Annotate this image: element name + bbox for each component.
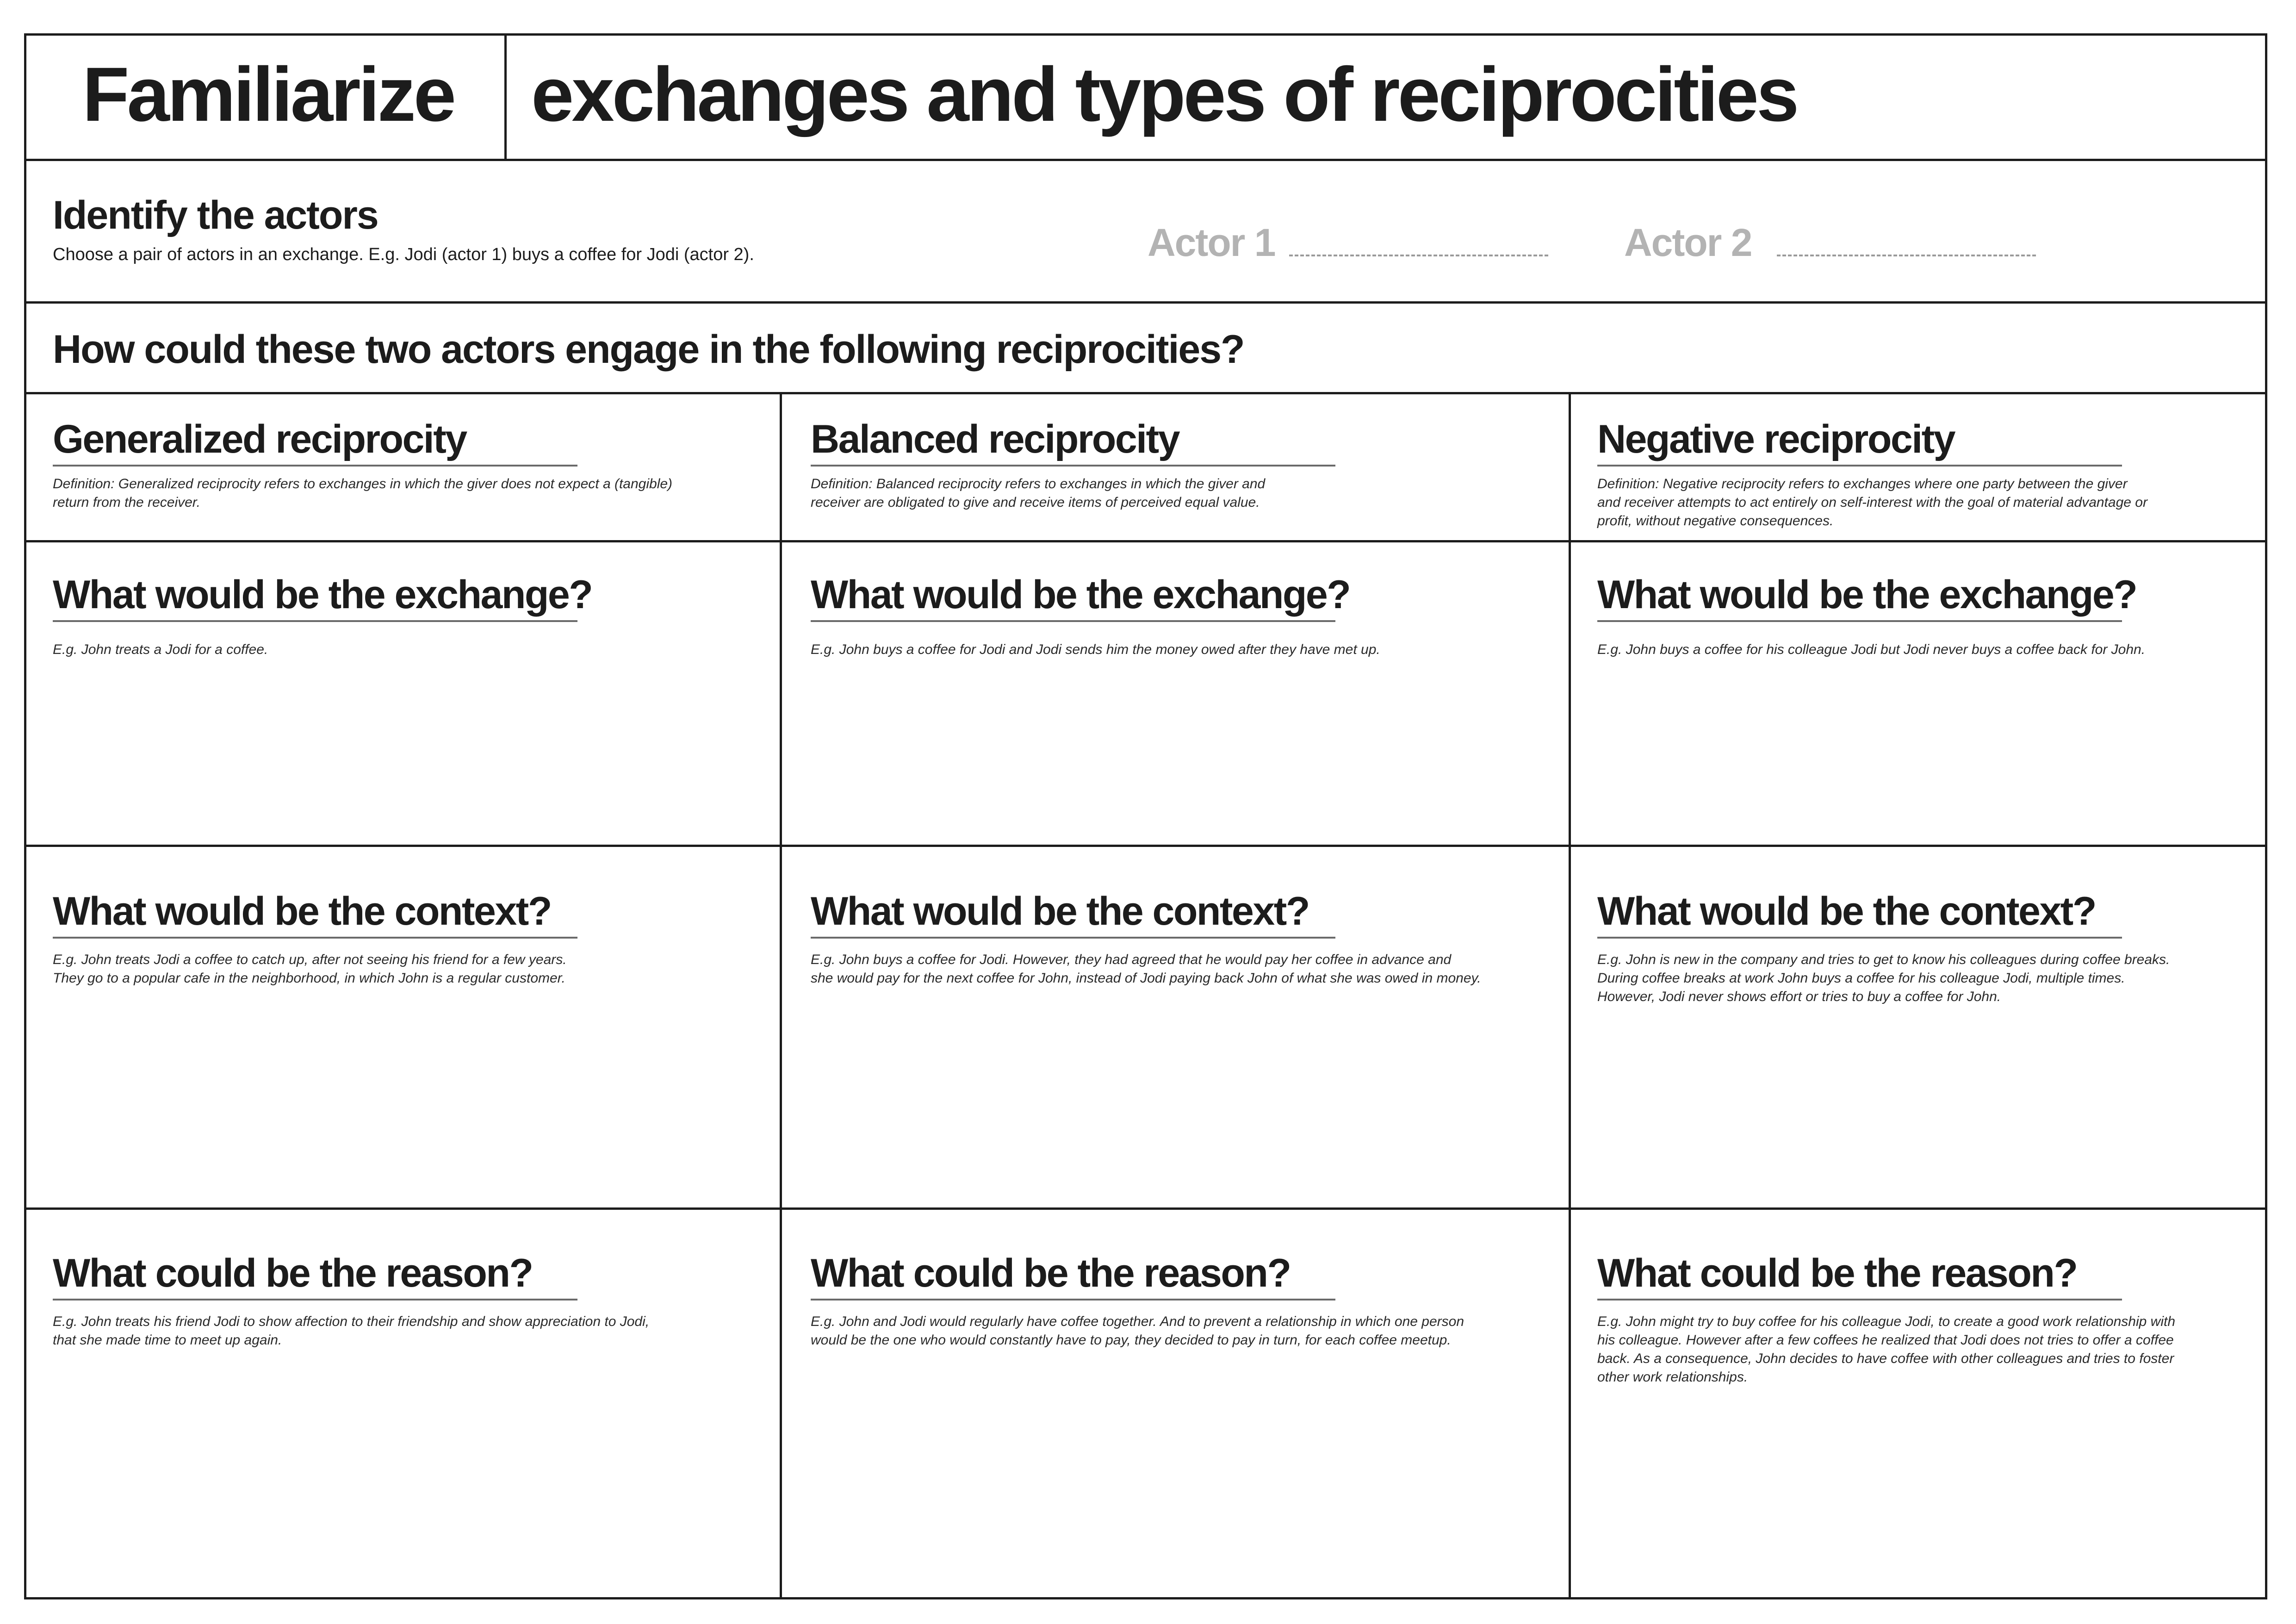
generalized-context-title: What would be the context? xyxy=(53,889,551,933)
negative-definition-line: and receiver attempts to act entirely on self-interest with the goal of material advantage or xyxy=(1597,495,2147,510)
negative-definition-line: profit, without negative consequences. xyxy=(1597,513,1834,529)
balanced-exchange-example: E.g. John buys a coffee for Jodi and Jodi sends him the money owed after they have met up. xyxy=(811,642,1380,657)
balanced-exchange-title: What would be the exchange? xyxy=(811,572,1350,617)
generalized-reason-answer-area[interactable] xyxy=(53,1361,738,1574)
negative-reason-example-line: E.g. John might try to buy coffee for his colleague Jodi, to create a good work relationship with xyxy=(1597,1314,2176,1329)
generalized-reason-title: What could be the reason? xyxy=(53,1251,533,1295)
negative-reason-example-line: his colleague. However after a few coffees he realized that Jodi does not tries to offer a coffee xyxy=(1597,1332,2174,1348)
balanced-definition-line: Definition: Balanced reciprocity refers to exchanges in which the giver and xyxy=(811,476,1266,492)
actor-1-field[interactable] xyxy=(1289,255,1548,256)
negative-exchange-example: E.g. John buys a coffee for his colleague Jodi but Jodi never buys a coffee back for John. xyxy=(1597,642,2146,657)
actor-2-field[interactable] xyxy=(1777,255,2036,256)
actor-1-label: Actor 1 xyxy=(1148,221,1275,264)
negative-reason-example-line: other work relationships. xyxy=(1597,1369,1748,1385)
negative-reason-answer-area[interactable] xyxy=(1597,1398,2245,1574)
section-title: Familiarize xyxy=(82,52,454,137)
divider-question xyxy=(26,392,2265,394)
generalized-exchange-title: What would be the exchange? xyxy=(53,572,592,617)
title-underline xyxy=(1597,1299,2122,1300)
generalized-exchange-answer-area[interactable] xyxy=(53,666,738,833)
negative-definition-line: Definition: Negative reciprocity refers to exchanges where one party between the giver xyxy=(1597,476,2128,492)
title-underline xyxy=(811,937,1335,939)
balanced-reason-example-line: E.g. John and Jodi would regularly have coffee together. And to prevent a relationship in which one person xyxy=(811,1314,1464,1329)
title-underline xyxy=(53,1299,577,1300)
title-underline xyxy=(53,937,577,939)
balanced-context-example-line: she would pay for the next coffee for John, instead of Jodi paying back John of what she was owed in money. xyxy=(811,971,1481,986)
generalized-context-answer-area[interactable] xyxy=(53,995,738,1189)
generalized-context-example-line: E.g. John treats Jodi a coffee to catch up, after not seeing his friend for a few years. xyxy=(53,952,567,967)
negative-context-title: What would be the context? xyxy=(1597,889,2096,933)
title-underline xyxy=(811,465,1335,467)
negative-reason-title: What could be the reason? xyxy=(1597,1251,2077,1295)
title-underline xyxy=(811,620,1335,622)
divider-title-split xyxy=(504,36,507,159)
reciprocity-question: How could these two actors engage in the following reciprocities? xyxy=(53,327,1244,372)
balanced-title: Balanced reciprocity xyxy=(811,417,1179,461)
generalized-reason-example-line: E.g. John treats his friend Jodi to show affection to their friendship and show appreciation to Jodi, xyxy=(53,1314,650,1329)
balanced-definition-line: receiver are obligated to give and receive items of perceived equal value. xyxy=(811,495,1260,510)
title-underline xyxy=(53,620,577,622)
generalized-exchange-example: E.g. John treats a Jodi for a coffee. xyxy=(53,642,268,657)
title-underline xyxy=(53,465,577,467)
divider-context xyxy=(26,1207,2265,1210)
generalized-reason-example-line: that she made time to meet up again. xyxy=(53,1332,282,1348)
title-underline xyxy=(811,1299,1335,1300)
actors-heading: Identify the actors xyxy=(53,193,378,237)
generalized-definition-line: Definition: Generalized reciprocity refers to exchanges in which the giver does not expect a (tangible) xyxy=(53,476,673,492)
balanced-reason-answer-area[interactable] xyxy=(811,1361,1570,1574)
negative-exchange-answer-area[interactable] xyxy=(1597,666,2245,833)
balanced-context-title: What would be the context? xyxy=(811,889,1309,933)
negative-context-example-line: During coffee breaks at work John buys a coffee for his colleague Jodi, multiple times. xyxy=(1597,971,2125,986)
balanced-context-answer-area[interactable] xyxy=(811,995,1570,1189)
title-underline xyxy=(1597,465,2122,467)
generalized-context-example-line: They go to a popular cafe in the neighborhood, in which John is a regular customer. xyxy=(53,971,565,986)
title-underline xyxy=(1597,620,2122,622)
balanced-context-example-line: E.g. John buys a coffee for Jodi. However, they had agreed that he would pay her coffee in advance and xyxy=(811,952,1452,967)
balanced-reason-example-line: would be the one who would constantly have to pay, they decided to pay in turn, for each coffee meetup. xyxy=(811,1332,1451,1348)
negative-context-example-line: E.g. John is new in the company and tries to get to know his colleagues during coffee breaks. xyxy=(1597,952,2170,967)
page-title: exchanges and types of reciprocities xyxy=(531,52,1797,137)
divider-actors xyxy=(26,301,2265,304)
negative-context-example-line: However, Jodi never shows effort or tries to buy a coffee for John. xyxy=(1597,989,2001,1004)
negative-context-answer-area[interactable] xyxy=(1597,1014,2245,1189)
actors-instruction: Choose a pair of actors in an exchange. E.g. Jodi (actor 1) buys a coffee for Jodi (actor 2). xyxy=(53,245,754,264)
actor-2-label: Actor 2 xyxy=(1624,221,1752,264)
divider-exchange xyxy=(26,845,2265,847)
generalized-definition-line: return from the receiver. xyxy=(53,495,200,510)
negative-exchange-title: What would be the exchange? xyxy=(1597,572,2137,617)
balanced-exchange-answer-area[interactable] xyxy=(811,666,1570,833)
generalized-title: Generalized reciprocity xyxy=(53,417,466,461)
divider-header xyxy=(26,159,2265,161)
balanced-reason-title: What could be the reason? xyxy=(811,1251,1291,1295)
divider-col-1 xyxy=(780,392,782,1599)
negative-reason-example-line: back. As a consequence, John decides to have coffee with other colleagues and tries to foster xyxy=(1597,1351,2174,1366)
negative-title: Negative reciprocity xyxy=(1597,417,1955,461)
divider-definitions xyxy=(26,540,2265,542)
title-underline xyxy=(1597,937,2122,939)
